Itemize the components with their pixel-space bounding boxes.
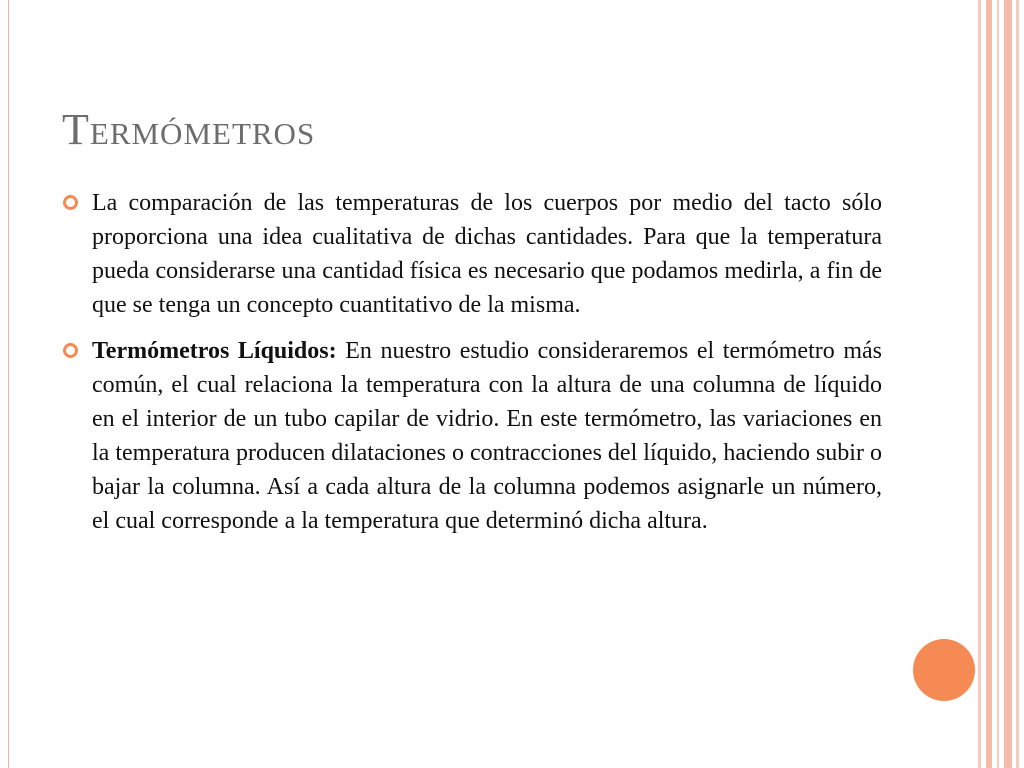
bullet-ring-icon [62,194,79,211]
bullet-text: La comparación de las temperaturas de los cuerpos por medio del tacto sólo proporciona una idea cualitativa de dichas cantidades. Para que la temperatura pueda considerarse una cantidad física es necesario que podamos medirla, a fin de que se tenga un concepto cuantitativo de la misma. [92,190,882,318]
right-frame-stripe [1016,0,1019,768]
right-frame-stripe [986,0,992,768]
right-frame-stripe [997,0,999,768]
decorative-circle [913,639,975,701]
slide-title: Termómetros [62,105,316,154]
bullet-text: En nuestro estudio consideraremos el termómetro más común, el cual relaciona la temperatura con la altura de una columna de líquido en el interior de un tubo capilar de vidrio. En este termómetro, las variaciones en la temperatura producen dilataciones o contracciones del líquido, haciendo subir o bajar la columna. Así a cada altura de la columna podemos asignarle un número, el cual corresponde a la temperatura que determinó dicha altura. [92,338,882,534]
slide-body [62,186,882,550]
right-frame-stripe [978,0,981,768]
right-frame-stripe [1004,0,1012,768]
bullet-item [62,334,882,538]
bullet-term: Termómetros Líquidos: [92,338,337,364]
bullet-ring-icon [62,342,79,359]
bullet-item [62,186,882,322]
left-frame-line [8,0,9,768]
